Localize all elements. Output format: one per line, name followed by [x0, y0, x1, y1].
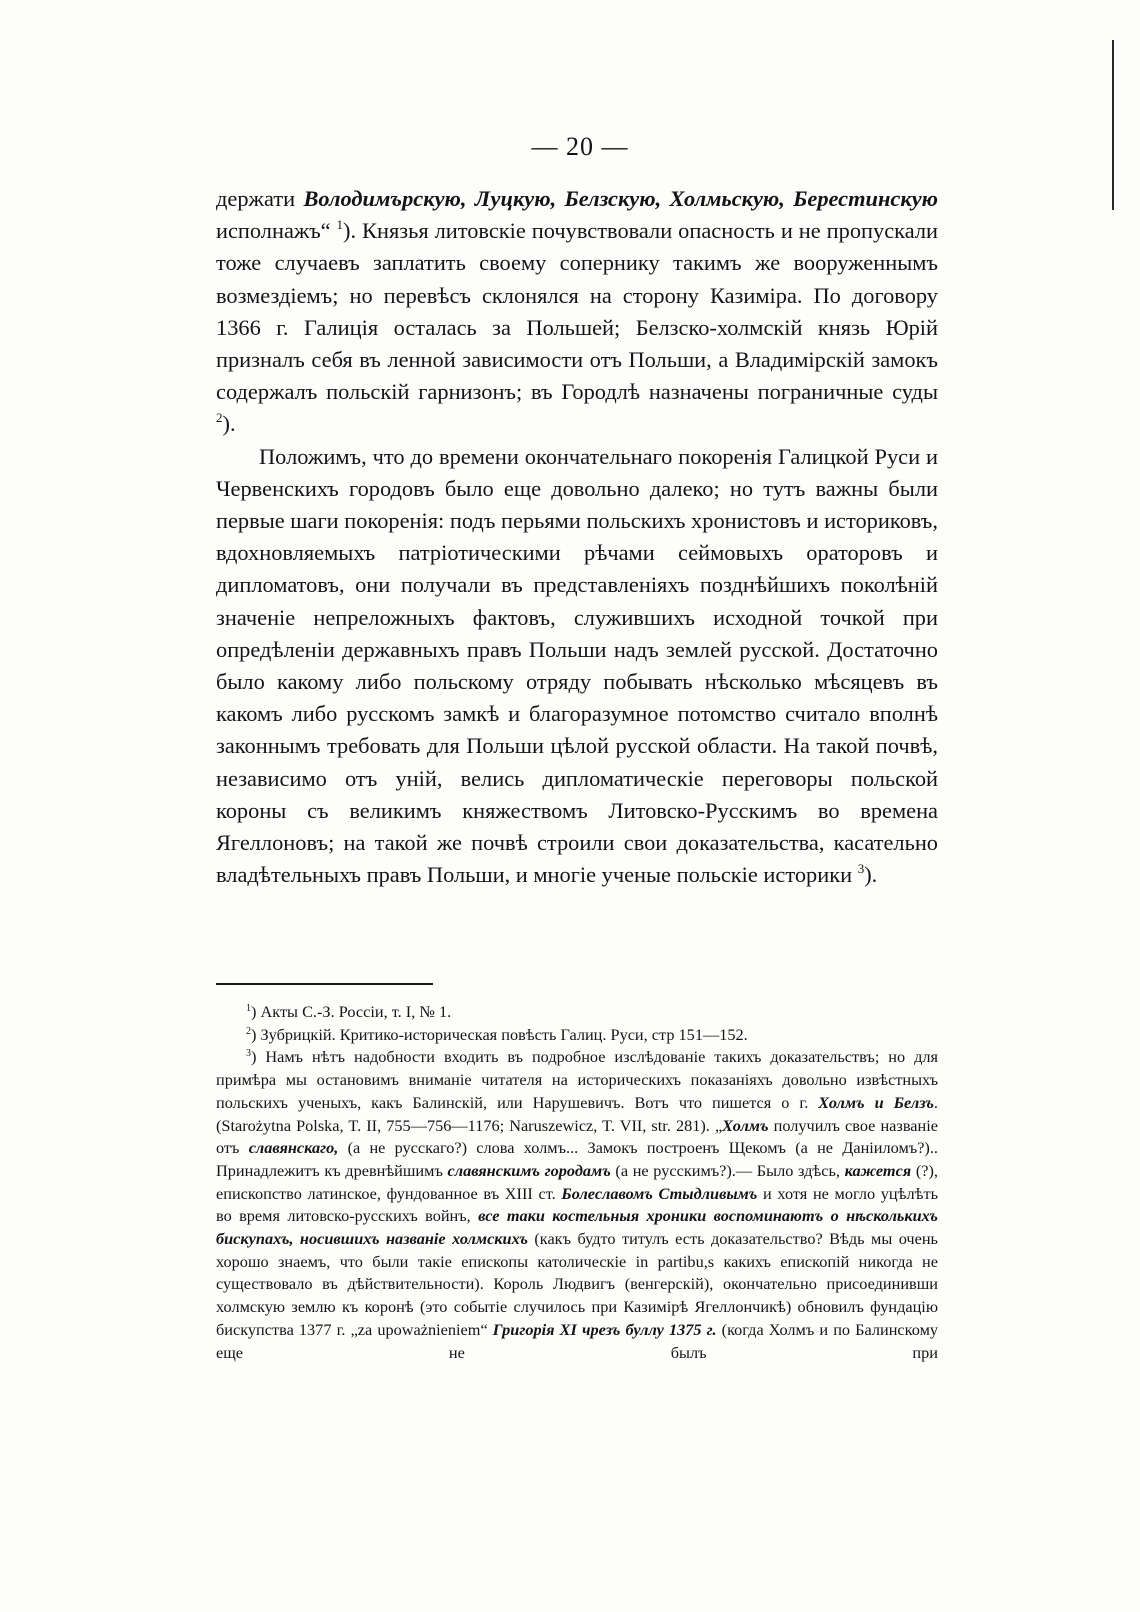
footnote-1: [216, 1001, 938, 1024]
footnote-separator: [216, 983, 433, 985]
paragraph-2: [216, 441, 938, 892]
footnotes: [216, 1001, 938, 1364]
footnote-ref: 2: [216, 410, 223, 426]
text-run: (а не русскимъ?).— Было здѣсь,: [610, 1160, 845, 1180]
footnote-mark: 2: [246, 1025, 251, 1037]
text-run: Положимъ, что до времени окончательнаго покоренія Галицкой Руси и Червенскихъ городовъ было еще довольно далеко; но тутъ важны были первые шаги покоренія: подъ перьями польскихъ хронистовъ и историковъ, вдохновляемыхъ патріотическими рѣчами сеймовыхъ ораторовъ и дипломатовъ, они получали въ представленіяхъ позднѣйшихъ поколѣній значеніе непреложныхъ фактовъ, служившихъ исходной точкой при опредѣленіи державныхъ правъ Польши надъ землей русской. Достаточно было какому либо польскому отряду побывать нѣсколько мѣсяцевъ въ какомъ либо русскомъ замкѣ и благоразумное потомство считало вполнѣ законнымъ требовать для Польши цѣлой русской области. На такой почвѣ, независимо отъ уній, велись дипломатическіе переговоры польской короны съ великимъ княжествомъ Литовско-Русскимъ во времена Ягеллоновъ; на такой же почвѣ строили свои доказательства, касательно владѣтельныхъ правъ Польши, и многіе ученые польскіе историки: [216, 443, 938, 888]
text-run: (?), епископство латинское, фундованное въ XIII ст.: [216, 1160, 938, 1203]
footnote-ref: 3: [857, 861, 865, 877]
text-run: ).: [864, 862, 878, 888]
italic-run: славянскимъ городамъ: [447, 1160, 611, 1180]
italic-run: Григорія XI чрезъ буллу 1375 г.: [492, 1319, 717, 1339]
footnote-text: ) Зубрицкій. Критико-историческая повѣсть Галиц. Руси, стр 151—152.: [251, 1024, 748, 1044]
main-text: [216, 183, 938, 891]
text-run: . (Starożytna Polska, T. II, 755—756—1176; Naruszewicz, T. VII, str. 281). „: [216, 1092, 938, 1135]
text-run: ) Намъ нѣтъ надобности входить въ подробное изслѣдованіе такихъ доказательствъ; но для примѣра мы остановимъ вниманіе читателя на историческихъ показаніяхъ довольно извѣстныхъ польскихъ ученыхъ, какъ Балинскій, или Нарушевичъ. Вотъ что пишется о г.: [216, 1047, 938, 1112]
text-run: получилъ свое названіе отъ: [216, 1115, 938, 1158]
italic-run: Володимърскую, Луцкую, Белзскую, Холмьскую, Берестинскую: [303, 186, 938, 211]
text-run: (когда Холмъ и по Балинскому еще не былъ при: [216, 1319, 939, 1362]
paragraph-1: [216, 183, 938, 441]
italic-run: кажется: [844, 1160, 912, 1180]
text-run: держати: [216, 186, 304, 211]
text-run: (а не русскаго?) слова холмъ... Замокъ построенъ Щекомъ (а не Даніиломъ?).. Принадлежитъ къ древнѣйшимъ: [216, 1138, 938, 1180]
footnote-mark: 3: [246, 1048, 251, 1060]
italic-run: Холмъ: [722, 1115, 769, 1135]
text-run: ). Князья литовскіе почувствовали опасность и не пропускали тоже случаевъ заплатить своему сопернику такимъ же вооруженнымъ возмездіемъ; но перевѣсъ склонялся на сторону Казиміра. По договору 1366 г. Галиція осталась за Польшей; Белзско-холмскій князь Юрій призналъ себя въ ленной зависимости отъ Польши, а Владимірскій замокъ содержалъ польскій гарнизонъ; въ Городлѣ назначены пограничные суды: [216, 218, 938, 405]
italic-run: все таки костельныя хроники воспоминаютъ о нѣсколькихъ бискупахъ, носившихъ названіе холмскихъ: [216, 1206, 938, 1249]
italic-run: славянскаго,: [248, 1138, 339, 1158]
footnote-text: ) Акты С.-З. Россіи, т. I, № 1.: [251, 1002, 452, 1021]
footnote-mark: 1: [246, 1003, 251, 1014]
italic-run: Болеславомъ Стыдливымъ: [561, 1183, 758, 1203]
text-run: исполнажъ“: [216, 218, 337, 244]
scan-edge-line: [1112, 40, 1114, 210]
italic-run: Холмъ и Белзъ: [818, 1092, 934, 1112]
text-run: ).: [222, 411, 236, 437]
footnote-3: [216, 1046, 938, 1364]
footnote-ref: 1: [336, 217, 344, 233]
page-number: — 20 —: [531, 132, 629, 161]
text-run: (какъ будто титулъ есть доказательство? Вѣдь мы очень хорошо знаемъ, что были такіе епископы католическіе in partibu,s какихъ епископій никогда не существовало въ дѣйствительности). Король Людвигъ (венгерскій), окончательно присоединивши холмскую землю къ коронѣ (это событіе случилось при Казимірѣ Ягеллончикѣ) обновилъ фундацію бискупства 1377 г. „za upoważnieniem“: [216, 1229, 938, 1339]
footnote-2: [216, 1024, 938, 1047]
text-run: и хотя не могло уцѣлѣть во время литовско-русскихъ войнъ,: [216, 1183, 938, 1226]
